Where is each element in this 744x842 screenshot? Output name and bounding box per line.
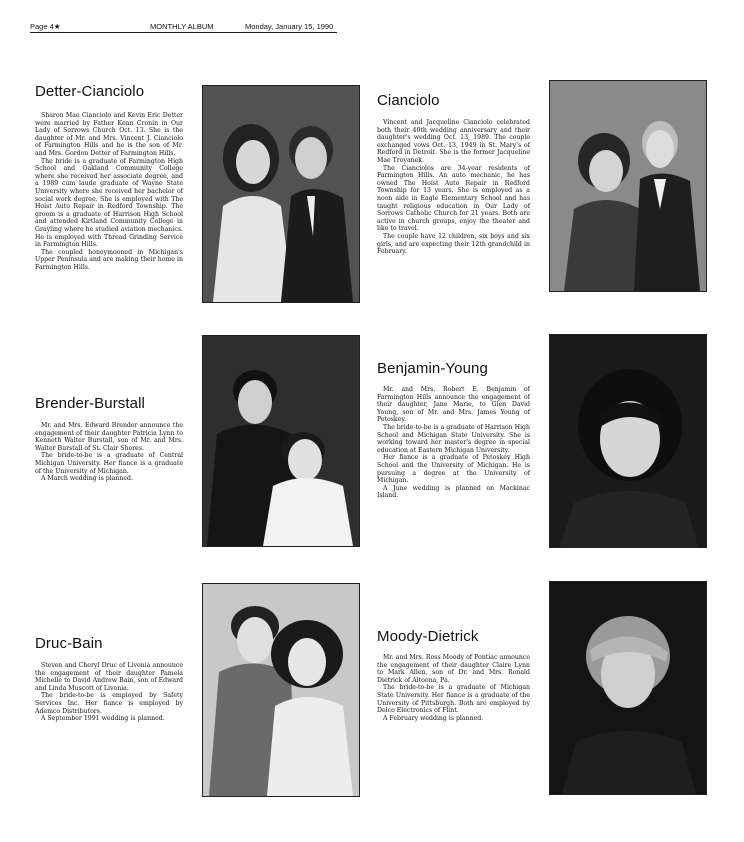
paragraph: Mr. and Mrs. Ross Moody of Pontiac announce the engagement of their daughter Claire Lynn to Mark Allen, son of Dr. and Mrs. Ronald Dietrick of Altoona, Pa. [377,654,530,684]
announcement-title: Detter-Cianciolo [35,83,145,100]
announcement-text [35,662,183,723]
paragraph: A February wedding is planned. [383,714,484,722]
paragraph: A September 1991 wedding is planned. [41,715,165,723]
announcement-text [377,119,530,256]
issue-date: Monday, January 15, 1990 [245,22,334,31]
paragraph: A June wedding is planned on Mackinac Island. [377,484,530,500]
engagement-couple-photo [202,583,360,797]
engagement-portrait-photo [549,334,707,548]
paragraph: The bride-to-be is a graduate of Central Michigan University. Her fiance is a graduate of the University of Michigan. [35,452,183,475]
announcement-text [35,112,183,271]
engagement-couple-photo [202,335,360,547]
paragraph: The Cianciolos are 34-year residents of Farmington Hills. An auto mechanic, he has owned The Hoist Auto Repair in Redford Township for 13 years. She is employed as a noon aide in Eagle Elementary School and has taught religious education in Our Lady of Sorrows Catholic Church for 21 years. Both are active in church groups, enjoy the theater and like to travel. [377,164,530,233]
paragraph: A March wedding is planned. [41,475,133,483]
paragraph: The bride is a graduate of Farmington High School and Oakland Community College where she received her associate degree, and a 1989 cum laude graduate of Wayne State University where she received her bachelor of social work degree. She is employed with The Hoist Auto Repair in Redford Township. The groom is a graduate of Harrison High School and attended Kirtland Community College in Grayling where he studied aviation mechanics. He is employed with Thread Grinding Service in Farmington Hills. [35,157,183,249]
section-title: MONTHLY ALBUM [150,22,214,31]
paragraph: Her fiance is a graduate of Petoskey High School and the University of Michigan. He is pursuing a degree at the University of Michigan. [377,454,530,485]
paragraph: The couple have 12 children, six boys and six girls, and are expecting their 12th grandchild in February. [377,232,530,256]
paragraph: Vincent and Jacqueline Cianciolo celebrated both their 40th wedding anniversary and their daughter's wedding Oct. 13, 1989. The couple exchanged vows Oct. 13, 1949 in St. Mary's of Redford in Detroit. She is the former Jacqueline Mae Troyanek. [377,119,530,164]
paragraph: The bride-to-be is employed by Safety Services Inc. Her fiance is employed by Ademco Distributors. [35,692,183,715]
announcement-title: Druc-Bain [35,635,103,652]
header-rule [30,32,337,33]
wedding-couple-photo [202,85,360,303]
paragraph: Mr. and Mrs. Robert E. Benjamin of Farmington Hills announce the engagement of their daughter, Jane Marie, to Glen David Young, son of Mr. and Mrs. James Young of Petoskey. [377,386,530,424]
paragraph: Sharon Mae Cianciolo and Kevin Eric Detter were married by Father Kean Cronin in Our Lady of Sorrows Church Oct. 13. She is the daughter of Mr. and Mrs. Vincent J. Cianciolo of Farmington Hills and he is the son of Mr. and Mrs. Gordon Detter of Farmington Hills. [35,112,183,157]
anniversary-couple-photo [549,80,707,292]
announcement-title: Brender-Burstall [35,395,145,412]
announcement-text [377,386,530,500]
paragraph: Steven and Cheryl Druc of Livonia announce the engagement of their daughter Pamela Michelle to David Andrew Bain, son of Edward and Linda Muscott of Livonia. [35,662,183,692]
paragraph: Mr. and Mrs. Edward Brender announce the engagement of their daughter Patricia Lynn to Kenneth Walter Burstall, son of Mr. and Mrs. Walter Burstall of St. Clair Shores. [35,422,183,452]
paragraph: The bride-to-be is a graduate of Harrison High School and Michigan State University. She is working toward her master's degree in special education at Eastern Michigan University. [377,423,530,454]
announcement-text [35,422,183,483]
paragraph: The coupled honeymooned in Michigan's Upper Peninsula and are making their home in Farmington Hills. [35,248,183,271]
paragraph: The bride-to-be is a graduate of Michigan State University. Her fiance is a graduate of the University of Pittsburgh. Both are employed by Delco Electronics of Flint. [377,684,530,715]
page-header [30,22,334,36]
announcement-title: Cianciolo [377,92,440,109]
page-number: Page 4★ [30,22,61,31]
announcement-title: Moody-Dietrick [377,628,479,645]
announcement-text [377,654,530,722]
engagement-portrait-photo [549,581,707,795]
announcement-title: Benjamin-Young [377,360,488,377]
